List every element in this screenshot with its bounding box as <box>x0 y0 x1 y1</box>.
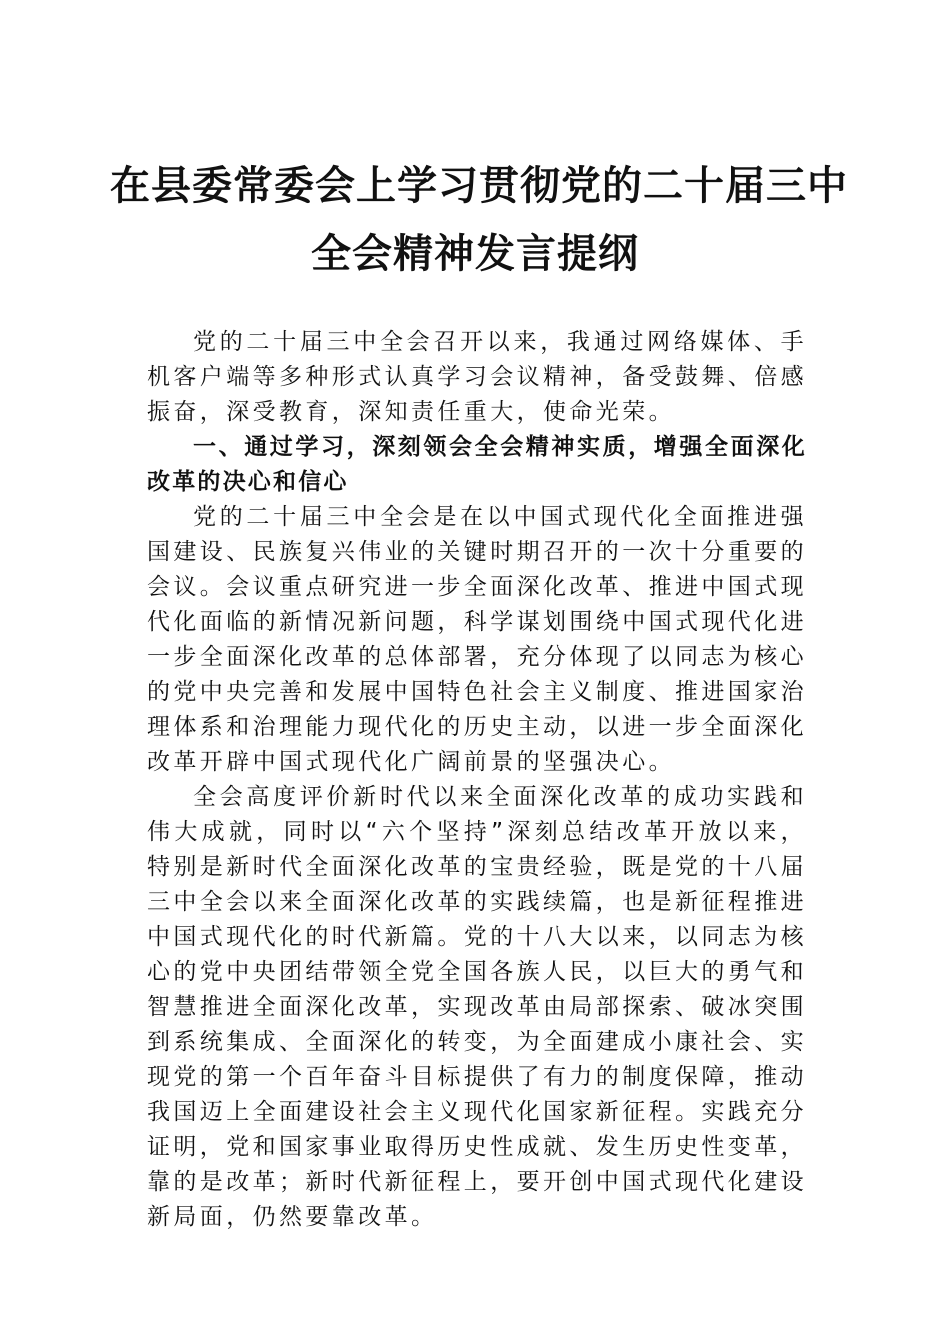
intro-paragraph: 党的二十届三中全会召开以来，我通过网络媒体、手机客户端等多种形式认真学习会议精神，备受鼓舞、倍感振奋，深受教育，深知责任重大，使命光荣。 <box>147 329 807 425</box>
body-paragraph-1: 党的二十届三中全会是在以中国式现代化全面推进强国建设、民族复兴伟业的关键时期召开的一次十分重要的会议。会议重点研究进一步全面深化改革、推进中国式现代化面临的新情况新问题，科学谋划围绕中国式现代化进一步全面深化改革的总体部署，充分体现了以同志为核心的党中央完善和发展中国特色社会主义制度、推进国家治理体系和治理能力现代化的历史主动，以进一步全面深化改革开辟中国式现代化广阔前景的坚强决心。 <box>147 504 807 775</box>
document-body <box>147 325 807 1235</box>
body-paragraph-2: 全会高度评价新时代以来全面深化改革的成功实践和伟大成就，同时以“六个坚持”深刻总结改革开放以来，特别是新时代全面深化改革的宝贵经验，既是党的十八届三中全会以来全面深化改革的实践续篇，也是新征程推进中国式现代化的时代新篇。党的十八大以来，以同志为核心的党中央团结带领全党全国各族人民，以巨大的勇气和智慧推进全面深化改革，实现改革由局部探索、破冰突围到系统集成、全面深化的转变，为全面建成小康社会、实现党的第一个百年奋斗目标提供了有力的制度保障，推动我国迈上全面建设社会主义现代化国家新征程。实践充分证明，党和国家事业取得历史性成就、发生历史性变革，靠的是改革；新时代新征程上，要开创中国式现代化建设新局面，仍然要靠改革。 <box>147 784 807 1230</box>
section-heading-1: 一、通过学习，深刻领会全会精神实质，增强全面深化改革的决心和信心 <box>147 434 807 495</box>
document-title-line-2: 全会精神发言提纲 <box>311 230 639 277</box>
document-title-line-1: 在县委常委会上学习贯彻党的二十届三中 <box>110 162 848 209</box>
